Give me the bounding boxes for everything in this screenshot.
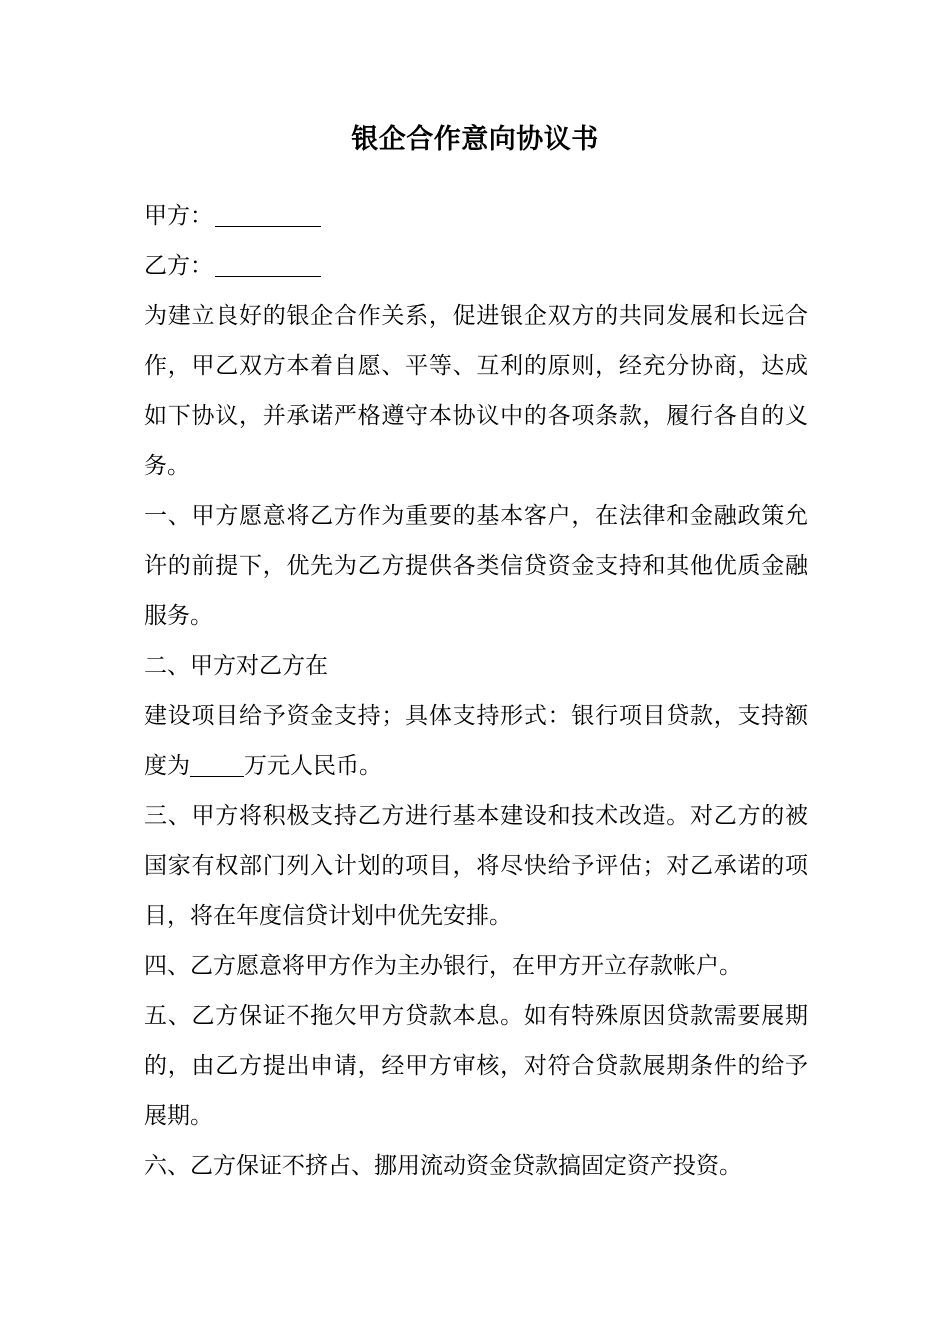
document-body [144, 191, 808, 1191]
clause-2-body [144, 691, 808, 791]
intro-paragraph: 为建立良好的银企合作关系，促进银企双方的共同发展和长远合作，甲乙双方本着自愿、平等、互利的原则，经充分协商，达成如下协议，并承诺严格遵守本协议中的各项条款，履行各自的义务。 [144, 303, 808, 479]
clause-1: 一、甲方愿意将乙方作为重要的基本客户，在法律和金融政策允许的前提下，优先为乙方提供各类信贷资金支持和其他优质金融服务。 [144, 503, 808, 629]
amount-blank [190, 750, 244, 777]
party-a-line [144, 191, 808, 241]
party-a-label: 甲方： [144, 203, 213, 229]
clause-3: 三、甲方将积极支持乙方进行基本建设和技术改造。对乙方的被国家有权部门列入计划的项目，将尽快给予评估；对乙承诺的项目，将在年度信贷计划中优先安排。 [144, 803, 808, 929]
document-title: 银企合作意向协议书 [351, 124, 599, 155]
clause-2-text-after: 万元人民币。 [244, 753, 382, 779]
clause-5: 五、乙方保证不拖欠甲方贷款本息。如有特殊原因贷款需要展期的，由乙方提出申请，经甲方审核，对符合贷款展期条件的给予展期。 [144, 1003, 808, 1129]
clause-2-text-before: 建设项目给予资金支持；具体支持形式：银行项目贷款，支持额度为 [144, 703, 808, 779]
party-a-blank [215, 200, 321, 227]
party-b-blank [215, 250, 321, 277]
clause-4: 四、乙方愿意将甲方作为主办银行，在甲方开立存款帐户。 [144, 953, 742, 979]
clause-6: 六、乙方保证不挤占、挪用流动资金贷款搞固定资产投资。 [144, 1153, 742, 1179]
clause-2-heading: 二、甲方对乙方在 [144, 653, 328, 679]
party-b-label: 乙方： [144, 253, 213, 279]
party-b-line [144, 241, 808, 291]
